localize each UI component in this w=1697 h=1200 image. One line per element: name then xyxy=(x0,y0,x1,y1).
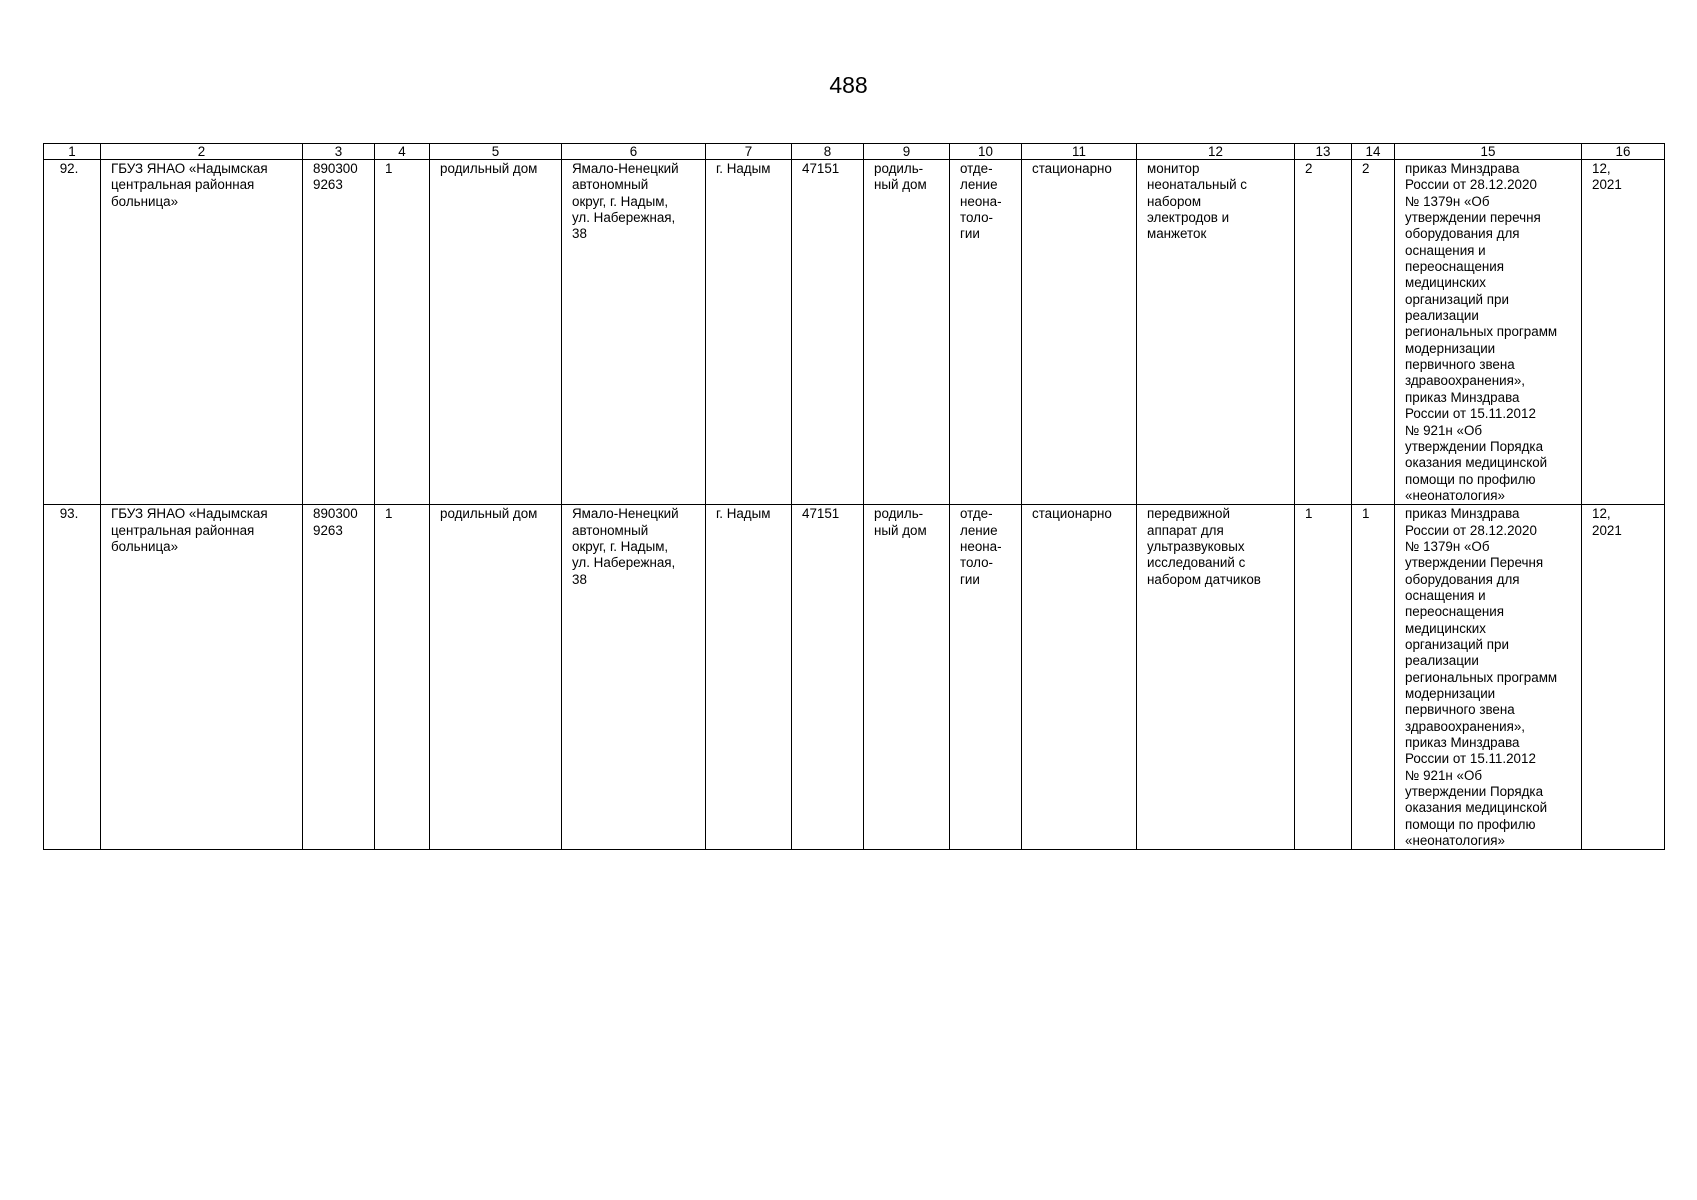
cell-line: ление xyxy=(960,177,998,193)
cell-line: здравоохранения», xyxy=(1405,718,1525,734)
column-number: 8 xyxy=(792,144,864,160)
column-number: 7 xyxy=(706,144,792,160)
planned-count-cell: 1 xyxy=(1352,505,1395,850)
cell-line: 38 xyxy=(572,226,587,242)
cell-line: ГБУЗ ЯНАО «Надымская xyxy=(111,506,268,522)
cell-line: России от 15.11.2012 xyxy=(1405,751,1536,767)
cell-line: электродов и xyxy=(1147,210,1230,226)
cell-line: № 1379н «Об xyxy=(1405,193,1490,209)
column-number: 6 xyxy=(562,144,706,160)
cell-line: оснащения и xyxy=(1405,587,1486,603)
required-count-cell: 2 xyxy=(1295,160,1352,505)
column-number: 2 xyxy=(101,144,303,160)
cell-line: гии xyxy=(960,571,980,587)
cell-line: автономный xyxy=(572,522,649,538)
column-number: 10 xyxy=(950,144,1022,160)
legal-basis-cell xyxy=(1395,160,1582,505)
cell-line: автономный xyxy=(572,177,649,193)
quantity-cell: 1 xyxy=(375,160,430,505)
table-row xyxy=(44,160,1665,505)
cell-line: № 921н «Об xyxy=(1405,422,1483,438)
cell-line: неонатальный с xyxy=(1147,177,1247,193)
organization-cell xyxy=(101,505,303,850)
cell-line: отде- xyxy=(960,506,993,522)
cell-line: первичного звена xyxy=(1405,702,1515,718)
cell-line: утверждении перечня xyxy=(1405,210,1541,226)
postcode-cell: 47151 xyxy=(792,160,864,505)
cell-line: помощи по профилю xyxy=(1405,471,1536,487)
cell-line: реализации xyxy=(1405,653,1479,669)
cell-line: неона- xyxy=(960,193,1002,209)
address-cell xyxy=(562,160,706,505)
city-cell: г. Надым xyxy=(706,160,792,505)
cell-line: оказания медицинской xyxy=(1405,455,1548,471)
cell-line: 890300 xyxy=(313,161,358,176)
cell-line: России от 15.11.2012 xyxy=(1405,406,1536,422)
cell-line: 9263 xyxy=(313,522,343,538)
cell-line: Ямало-Ненецкий xyxy=(572,506,679,522)
column-number: 3 xyxy=(303,144,375,160)
column-number: 5 xyxy=(430,144,562,160)
cell-line: больница» xyxy=(111,193,179,209)
facility-short-cell xyxy=(864,505,950,850)
cell-line: переоснащения xyxy=(1405,259,1505,275)
cell-line: исследований с xyxy=(1147,555,1246,571)
facility-short-cell xyxy=(864,160,950,505)
required-count-cell: 1 xyxy=(1295,505,1352,850)
cell-line: первичного звена xyxy=(1405,357,1515,373)
department-cell xyxy=(950,160,1022,505)
cell-line: 2021 xyxy=(1592,177,1622,193)
column-number: 16 xyxy=(1582,144,1665,160)
cell-line: толо- xyxy=(960,555,994,571)
cell-line: утверждении Порядка xyxy=(1405,784,1544,800)
cell-line: 12, xyxy=(1592,161,1611,176)
department-cell xyxy=(950,505,1022,850)
column-number: 4 xyxy=(375,144,430,160)
cell-line: России от 28.12.2020 xyxy=(1405,522,1537,538)
period-cell xyxy=(1582,160,1665,505)
cell-line: переоснащения xyxy=(1405,604,1505,620)
cell-line: аппарат для xyxy=(1147,522,1224,538)
column-number: 1 xyxy=(44,144,101,160)
cell-line: региональных программ xyxy=(1405,324,1558,340)
page-number: 488 xyxy=(829,72,868,98)
cell-line: ул. Набережная, xyxy=(572,210,676,226)
equipment-cell xyxy=(1137,160,1295,505)
column-number: 11 xyxy=(1022,144,1137,160)
cell-line: ул. Набережная, xyxy=(572,555,676,571)
cell-line: манжеток xyxy=(1147,226,1207,242)
code-cell xyxy=(303,160,375,505)
column-number: 14 xyxy=(1352,144,1395,160)
facility-type-cell: родильный дом xyxy=(430,160,562,505)
cell-line: «неонатология» xyxy=(1405,487,1505,503)
cell-line: больница» xyxy=(111,538,179,554)
cell-line: утверждении Порядка xyxy=(1405,438,1544,454)
cell-line: 2021 xyxy=(1592,522,1622,538)
cell-line: округ, г. Надым, xyxy=(572,538,669,554)
cell-line: центральная районная xyxy=(111,522,255,538)
cell-line: реализации xyxy=(1405,308,1479,324)
cell-line: центральная районная xyxy=(111,177,255,193)
cell-line: России от 28.12.2020 xyxy=(1405,177,1537,193)
cell-line: ГБУЗ ЯНАО «Надымская xyxy=(111,161,268,176)
cell-line: здравоохранения», xyxy=(1405,373,1525,389)
cell-line: № 1379н «Об xyxy=(1405,538,1490,554)
code-cell xyxy=(303,505,375,850)
cell-line: «неонатология» xyxy=(1405,833,1505,849)
cell-line: 9263 xyxy=(313,177,343,193)
equipment-registry-table xyxy=(43,143,1665,850)
cell-line: региональных программ xyxy=(1405,669,1558,685)
cell-line: округ, г. Надым, xyxy=(572,193,669,209)
column-number: 15 xyxy=(1395,144,1582,160)
table-row xyxy=(44,505,1665,850)
column-number: 13 xyxy=(1295,144,1352,160)
cell-line: ультразвуковых xyxy=(1147,538,1245,554)
cell-line: приказ Минздрава xyxy=(1405,161,1520,176)
column-number-row xyxy=(44,144,1665,160)
cell-line: модернизации xyxy=(1405,340,1496,356)
row-number-cell: 93. xyxy=(44,505,101,850)
cell-line: родиль- xyxy=(874,506,924,522)
cell-line: организаций при xyxy=(1405,636,1509,652)
cell-line: набором датчиков xyxy=(1147,571,1261,587)
cell-line: организаций при xyxy=(1405,291,1509,307)
column-number: 9 xyxy=(864,144,950,160)
cell-line: медицинских xyxy=(1405,275,1486,291)
cell-line: утверждении Перечня xyxy=(1405,555,1544,571)
cell-line: ный дом xyxy=(874,177,927,193)
care-form-cell: стационарно xyxy=(1022,505,1137,850)
legal-basis-cell xyxy=(1395,505,1582,850)
cell-line: монитор xyxy=(1147,161,1200,176)
cell-line: № 921н «Об xyxy=(1405,767,1483,783)
cell-line: приказ Минздрава xyxy=(1405,389,1520,405)
cell-line: оказания медицинской xyxy=(1405,800,1548,816)
cell-line: отде- xyxy=(960,161,993,176)
column-number: 12 xyxy=(1137,144,1295,160)
cell-line: 38 xyxy=(572,571,587,587)
organization-cell xyxy=(101,160,303,505)
cell-line: медицинских xyxy=(1405,620,1486,636)
cell-line: неона- xyxy=(960,538,1002,554)
cell-line: набором xyxy=(1147,193,1202,209)
row-number-cell: 92. xyxy=(44,160,101,505)
care-form-cell: стационарно xyxy=(1022,160,1137,505)
cell-line: оборудования для xyxy=(1405,226,1520,242)
period-cell xyxy=(1582,505,1665,850)
cell-line: 12, xyxy=(1592,506,1611,522)
quantity-cell: 1 xyxy=(375,505,430,850)
cell-line: 890300 xyxy=(313,506,358,522)
cell-line: приказ Минздрава xyxy=(1405,506,1520,522)
equipment-cell xyxy=(1137,505,1295,850)
planned-count-cell: 2 xyxy=(1352,160,1395,505)
cell-line: ление xyxy=(960,522,998,538)
cell-line: гии xyxy=(960,226,980,242)
cell-line: толо- xyxy=(960,210,994,226)
city-cell: г. Надым xyxy=(706,505,792,850)
cell-line: оборудования для xyxy=(1405,571,1520,587)
cell-line: ный дом xyxy=(874,522,927,538)
cell-line: родиль- xyxy=(874,161,924,176)
cell-line: модернизации xyxy=(1405,686,1496,701)
postcode-cell: 47151 xyxy=(792,505,864,850)
cell-line: помощи по профилю xyxy=(1405,816,1536,832)
cell-line: приказ Минздрава xyxy=(1405,735,1520,751)
cell-line: Ямало-Ненецкий xyxy=(572,161,679,176)
facility-type-cell: родильный дом xyxy=(430,505,562,850)
cell-line: оснащения и xyxy=(1405,242,1486,258)
address-cell xyxy=(562,505,706,850)
cell-line: передвижной xyxy=(1147,506,1230,522)
